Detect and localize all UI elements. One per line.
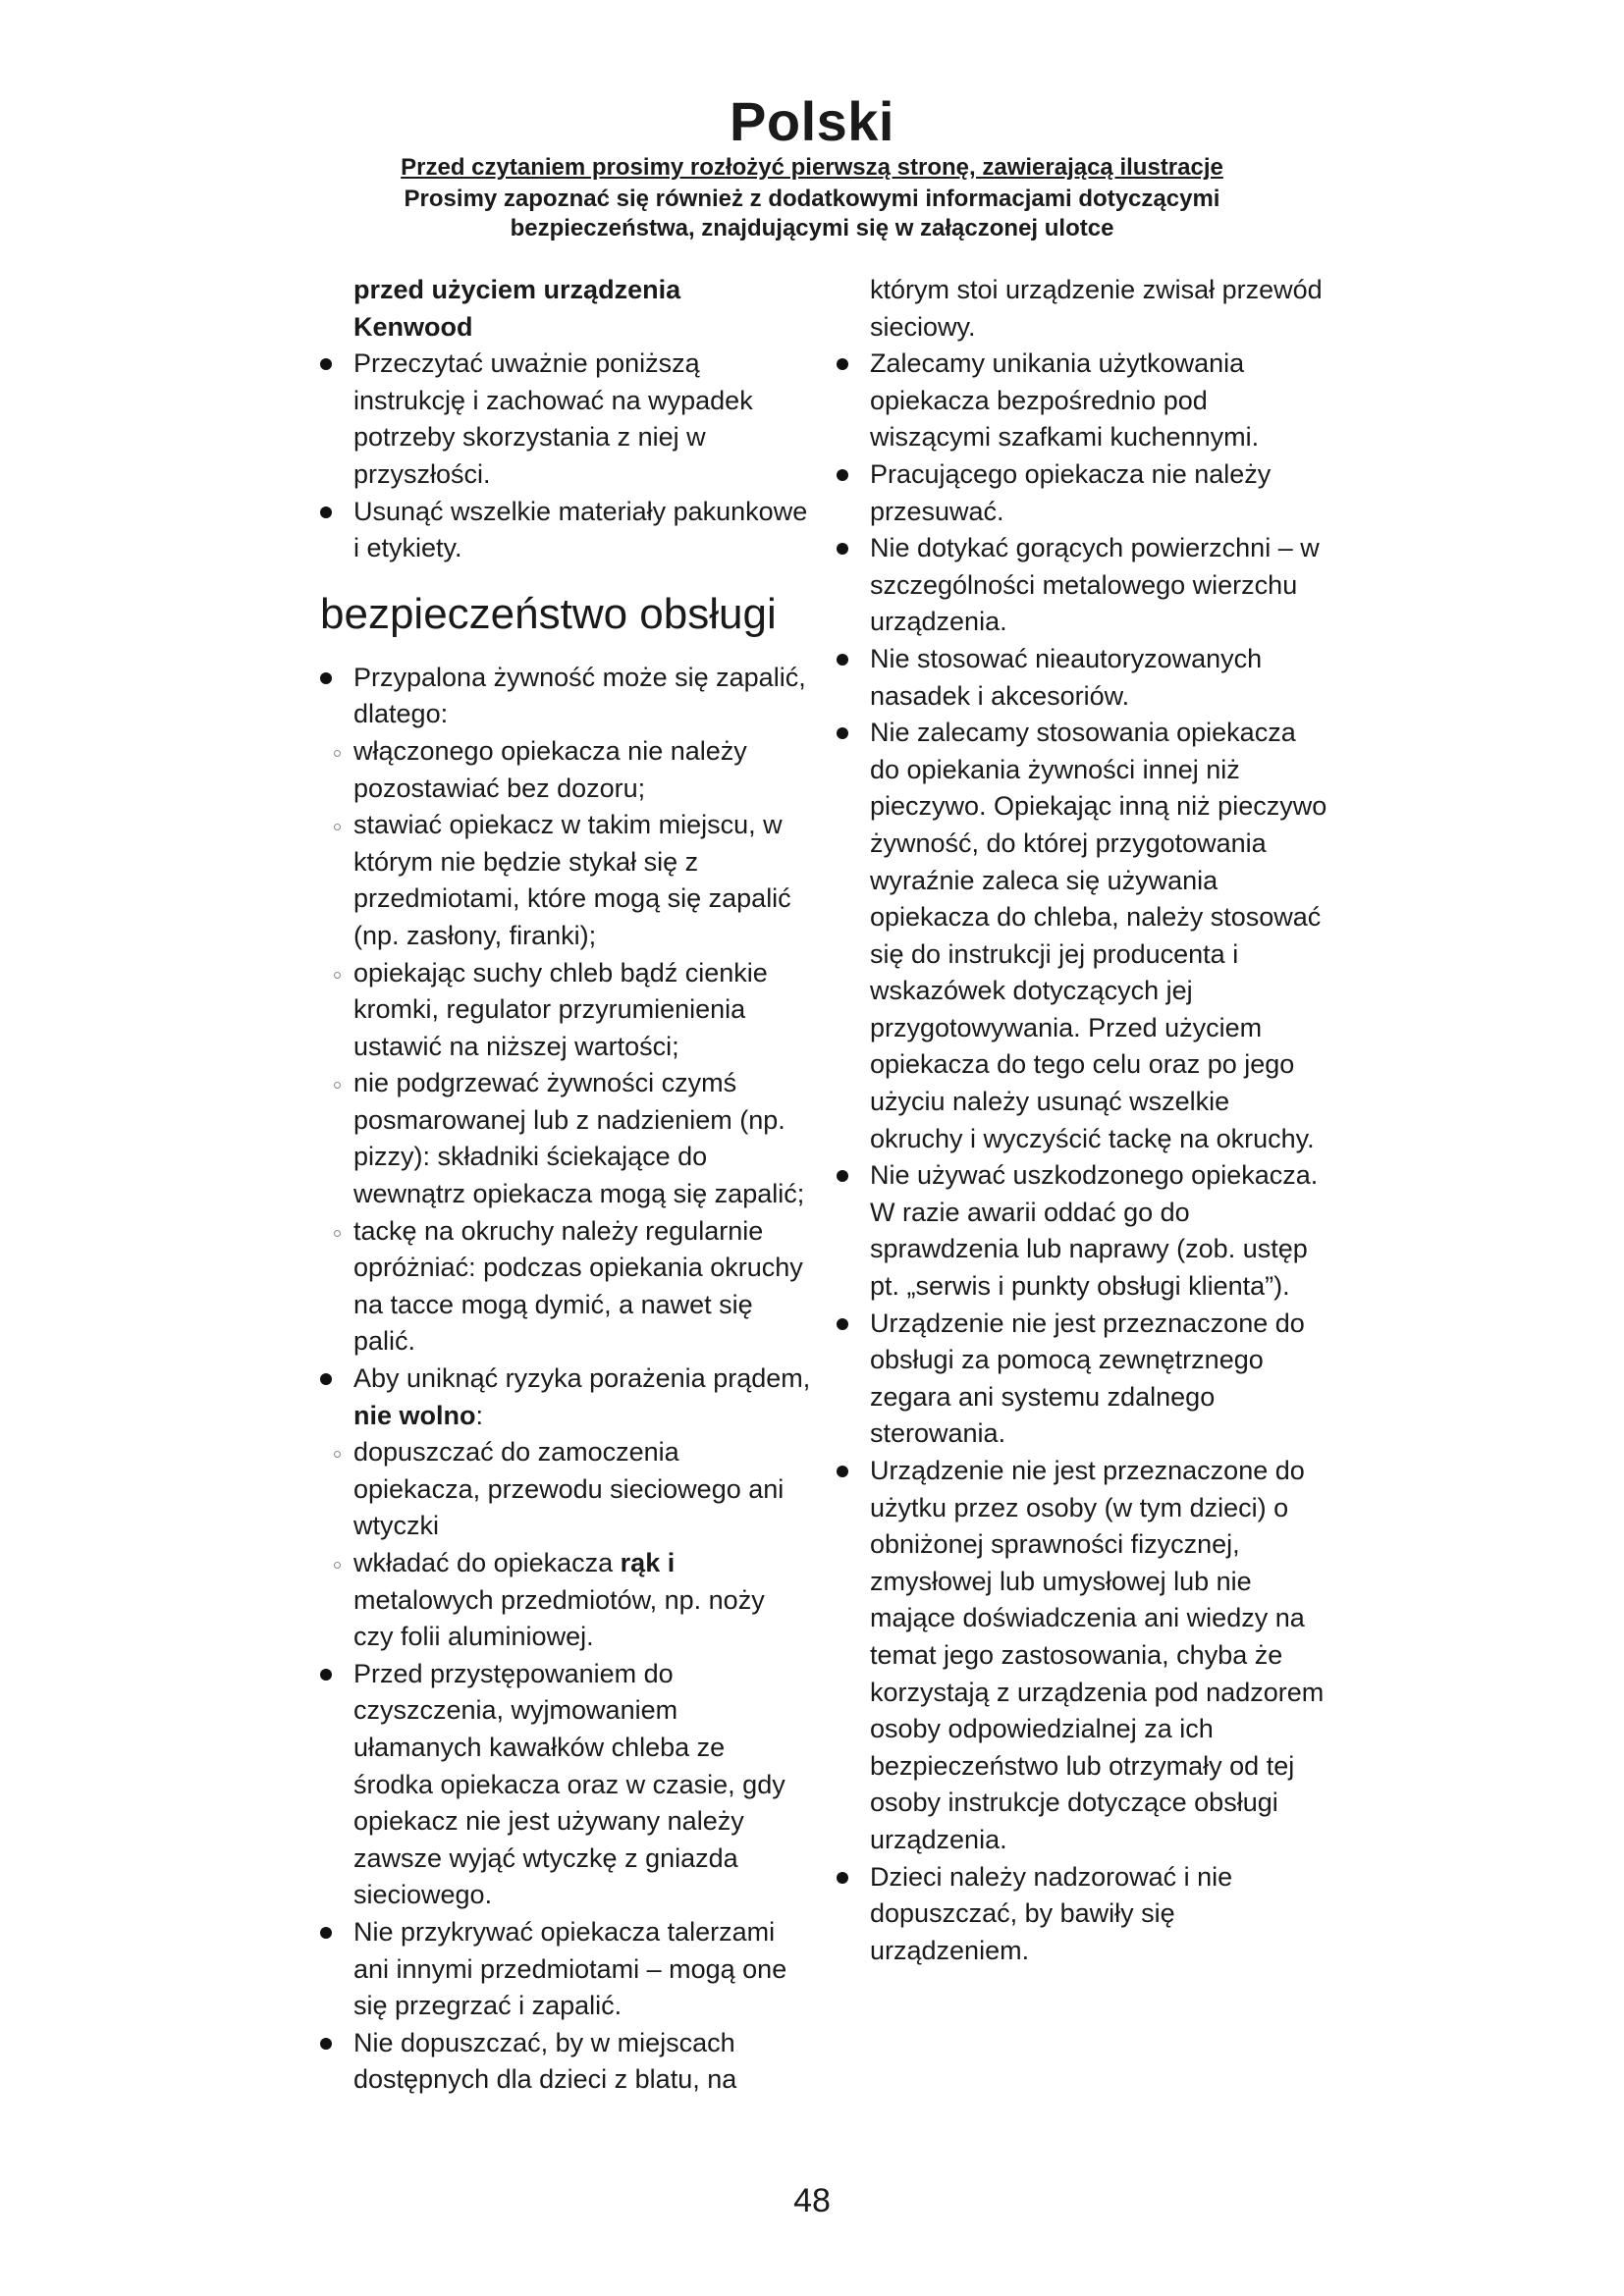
sub-item-text: nie podgrzewać żywności czymś posmarowanej lub z nadzieniem (np. pizzy): składniki ściekające do wewnątrz opiekacza mogą się zapalić; — [353, 1068, 805, 1209]
sub-list-item — [320, 1545, 811, 1656]
intro-brand: Kenwood — [353, 311, 473, 342]
list-item-text: Dzieci należy nadzorować i nie dopuszczać, by bawiły się urządzeniem. — [870, 1861, 1233, 1965]
list-item — [837, 1859, 1327, 1970]
bullet-icon — [837, 469, 848, 481]
instruction-unfold-notice: Przed czytaniem prosimy rozłożyć pierwszą stronę, zawierającą ilustracje — [401, 154, 1223, 181]
sub-item-text-post: metalowych przedmiotów, np. noży czy folii aluminiowej. — [353, 1584, 765, 1652]
list-item-text: Przypalona żywność może się zapalić, dlatego: — [353, 662, 806, 729]
circle-bullet-icon — [334, 824, 341, 830]
list-item-text: Urządzenie nie jest przeznaczone do obsługi za pomocą zewnętrznego zegara ani systemu zdalnego sterowania. — [870, 1308, 1305, 1449]
continuation-text: którym stoi urządzenie zwisał przewód sieciowy. — [870, 275, 1323, 342]
list-item — [837, 641, 1327, 715]
sub-list-item — [320, 807, 811, 954]
bullet-icon — [837, 1466, 848, 1477]
list-item-text: Zalecamy unikania użytkowania opiekacza bezpośrednio pod wiszącymi szafkami kuchennymi. — [870, 348, 1260, 453]
list-item — [320, 346, 811, 493]
additional-safety-line-2: bezpieczeństwa, znajdującymi się w załączonej ulotce — [510, 215, 1114, 241]
bullet-icon — [837, 358, 848, 370]
list-item — [837, 1157, 1327, 1305]
sub-item-text: dopuszczać do zamoczenia opiekacza, przewodu sieciowego ani wtyczki — [353, 1437, 785, 1541]
sub-list-item — [320, 733, 811, 807]
list-item — [320, 1656, 811, 1914]
page-number: 48 — [793, 2182, 831, 2219]
list-item-text: Nie dotykać gorących powierzchni – w szczególności metalowego wierzchu urządzenia. — [870, 533, 1320, 637]
bullet-icon — [837, 727, 848, 739]
sub-item-text: włączonego opiekacza nie należy pozostawiać bez dozoru; — [353, 735, 747, 803]
list-item-text: Pracującego opiekacza nie należy przesuwać. — [870, 458, 1272, 526]
list-item — [837, 1306, 1327, 1453]
circle-bullet-icon — [334, 1451, 341, 1458]
sub-list-item — [320, 1213, 811, 1361]
shock-text-bold: nie wolno — [353, 1400, 476, 1430]
sub-list-item — [320, 955, 811, 1066]
list-item-text: Nie zalecamy stosowania opiekacza do opiekania żywności innej niż pieczywo. Opiekając inną niż pieczywo żywność, do której przygotowania wyraźnie zaleca się używania opiekacza do chleba, należy stosować się do instrukcji jej producenta i wskazówek dotyczących jej przygotowywania. Przed użyciem opiekacza do tego celu oraz po jego użyciu należy usunąć wszelkie okruchy i wyczyścić tackę na okruchy. — [870, 718, 1327, 1153]
bullet-icon — [837, 1318, 848, 1330]
list-item — [837, 530, 1327, 641]
bullet-icon — [320, 1373, 332, 1385]
shock-text-pre: Aby uniknąć ryzyka porażenia prądem, — [353, 1363, 811, 1394]
circle-bullet-icon — [334, 1082, 341, 1089]
sub-item-text-bold: rąk i — [620, 1548, 676, 1577]
list-item — [837, 456, 1327, 530]
list-item — [320, 2025, 811, 2099]
list-item-text: Nie używać uszkodzonego opiekacza. W razie awarii oddać go do sprawdzenia lub naprawy (zob. ustęp pt. „serwis i punkty obsługi klienta”). — [870, 1160, 1319, 1302]
list-item — [320, 1914, 811, 2025]
list-item — [320, 494, 811, 567]
sub-item-text-pre: wkładać do opiekacza — [353, 1548, 621, 1577]
bullet-icon — [320, 358, 332, 370]
list-item-text: Nie przykrywać opiekacza talerzami ani innymi przedmiotami – mogą one się przegrzać i zapalić. — [353, 1916, 787, 2021]
bullet-icon — [837, 543, 848, 555]
left-column — [320, 272, 811, 2099]
additional-safety-line-1: Prosimy zapoznać się również z dodatkowymi informacjami dotyczącymi — [404, 186, 1220, 212]
list-item — [837, 715, 1327, 1157]
list-item — [837, 346, 1327, 456]
circle-bullet-icon — [334, 1230, 341, 1237]
circle-bullet-icon — [334, 750, 341, 757]
sub-item-text: stawiać opiekacz w takim miejscu, w którym nie będzie stykał się z przedmiotami, które mogą się zapalić (np. zasłony, firanki); — [353, 810, 791, 950]
list-item-text: Nie stosować nieautoryzowanych nasadek i akcesoriów. — [870, 643, 1263, 711]
list-item — [320, 660, 811, 733]
bullet-icon — [320, 2038, 332, 2050]
sub-list-item — [320, 1434, 811, 1545]
bullet-icon — [320, 672, 332, 684]
intro-heading: przed użyciem urządzenia — [353, 275, 681, 304]
list-item — [320, 1361, 811, 1434]
right-column — [837, 272, 1327, 1969]
list-item-text: Przeczytać uważnie poniższą instrukcję i zachować na wypadek potrzeby skorzystania z niej w przyszłości. — [353, 348, 753, 489]
bullet-icon — [837, 1170, 848, 1182]
bullet-icon — [837, 1872, 848, 1884]
sub-list-item — [320, 1065, 811, 1212]
additional-safety-notice — [0, 185, 1624, 243]
section-heading: bezpieczeństwo obsługi — [320, 589, 777, 638]
list-item — [837, 1453, 1327, 1859]
sub-item-text: tackę na okruchy należy regularnie opróżniać: podczas opiekania okruchy na tacce mogą dymić, a nawet się palić. — [353, 1215, 803, 1357]
page-title: Polski — [730, 90, 894, 152]
circle-bullet-icon — [334, 1562, 341, 1569]
circle-bullet-icon — [334, 972, 341, 979]
shock-text-post: : — [475, 1400, 484, 1430]
bullet-icon — [320, 1669, 332, 1681]
bullet-icon — [320, 1927, 332, 1939]
list-item-text: Przed przystępowaniem do czyszczenia, wyjmowaniem ułamanych kawałków chleba ze środka opiekacza oraz w czasie, gdy opiekacz nie jest używany należy zawsze wyjąć wtyczkę z gniazda sieciowego. — [353, 1658, 785, 1910]
list-item-text: Urządzenie nie jest przeznaczone do użytku przez osoby (w tym dzieci) o obniżonej sprawności fizycznej, zmysłowej lub umysłowej lub nie mające doświadczenia ani wiedzy na temat jego zastosowania, chyba że korzystają z urządzenia pod nadzorem osoby odpowiedzialnej za ich bezpieczeństwo lub otrzymały od tej osoby instrukcje dotyczące obsługi urządzenia. — [870, 1456, 1325, 1854]
bullet-icon — [837, 654, 848, 666]
bullet-icon — [320, 507, 332, 518]
list-item-text: Nie dopuszczać, by w miejscach dostępnych dla dzieci z blatu, na — [353, 2027, 737, 2095]
sub-item-text: opiekając suchy chleb bądź cienkie kromki, regulator przyrumienienia ustawić na niższej wartości; — [353, 957, 768, 1061]
list-item-text: Usunąć wszelkie materiały pakunkowe i etykiety. — [353, 496, 808, 563]
